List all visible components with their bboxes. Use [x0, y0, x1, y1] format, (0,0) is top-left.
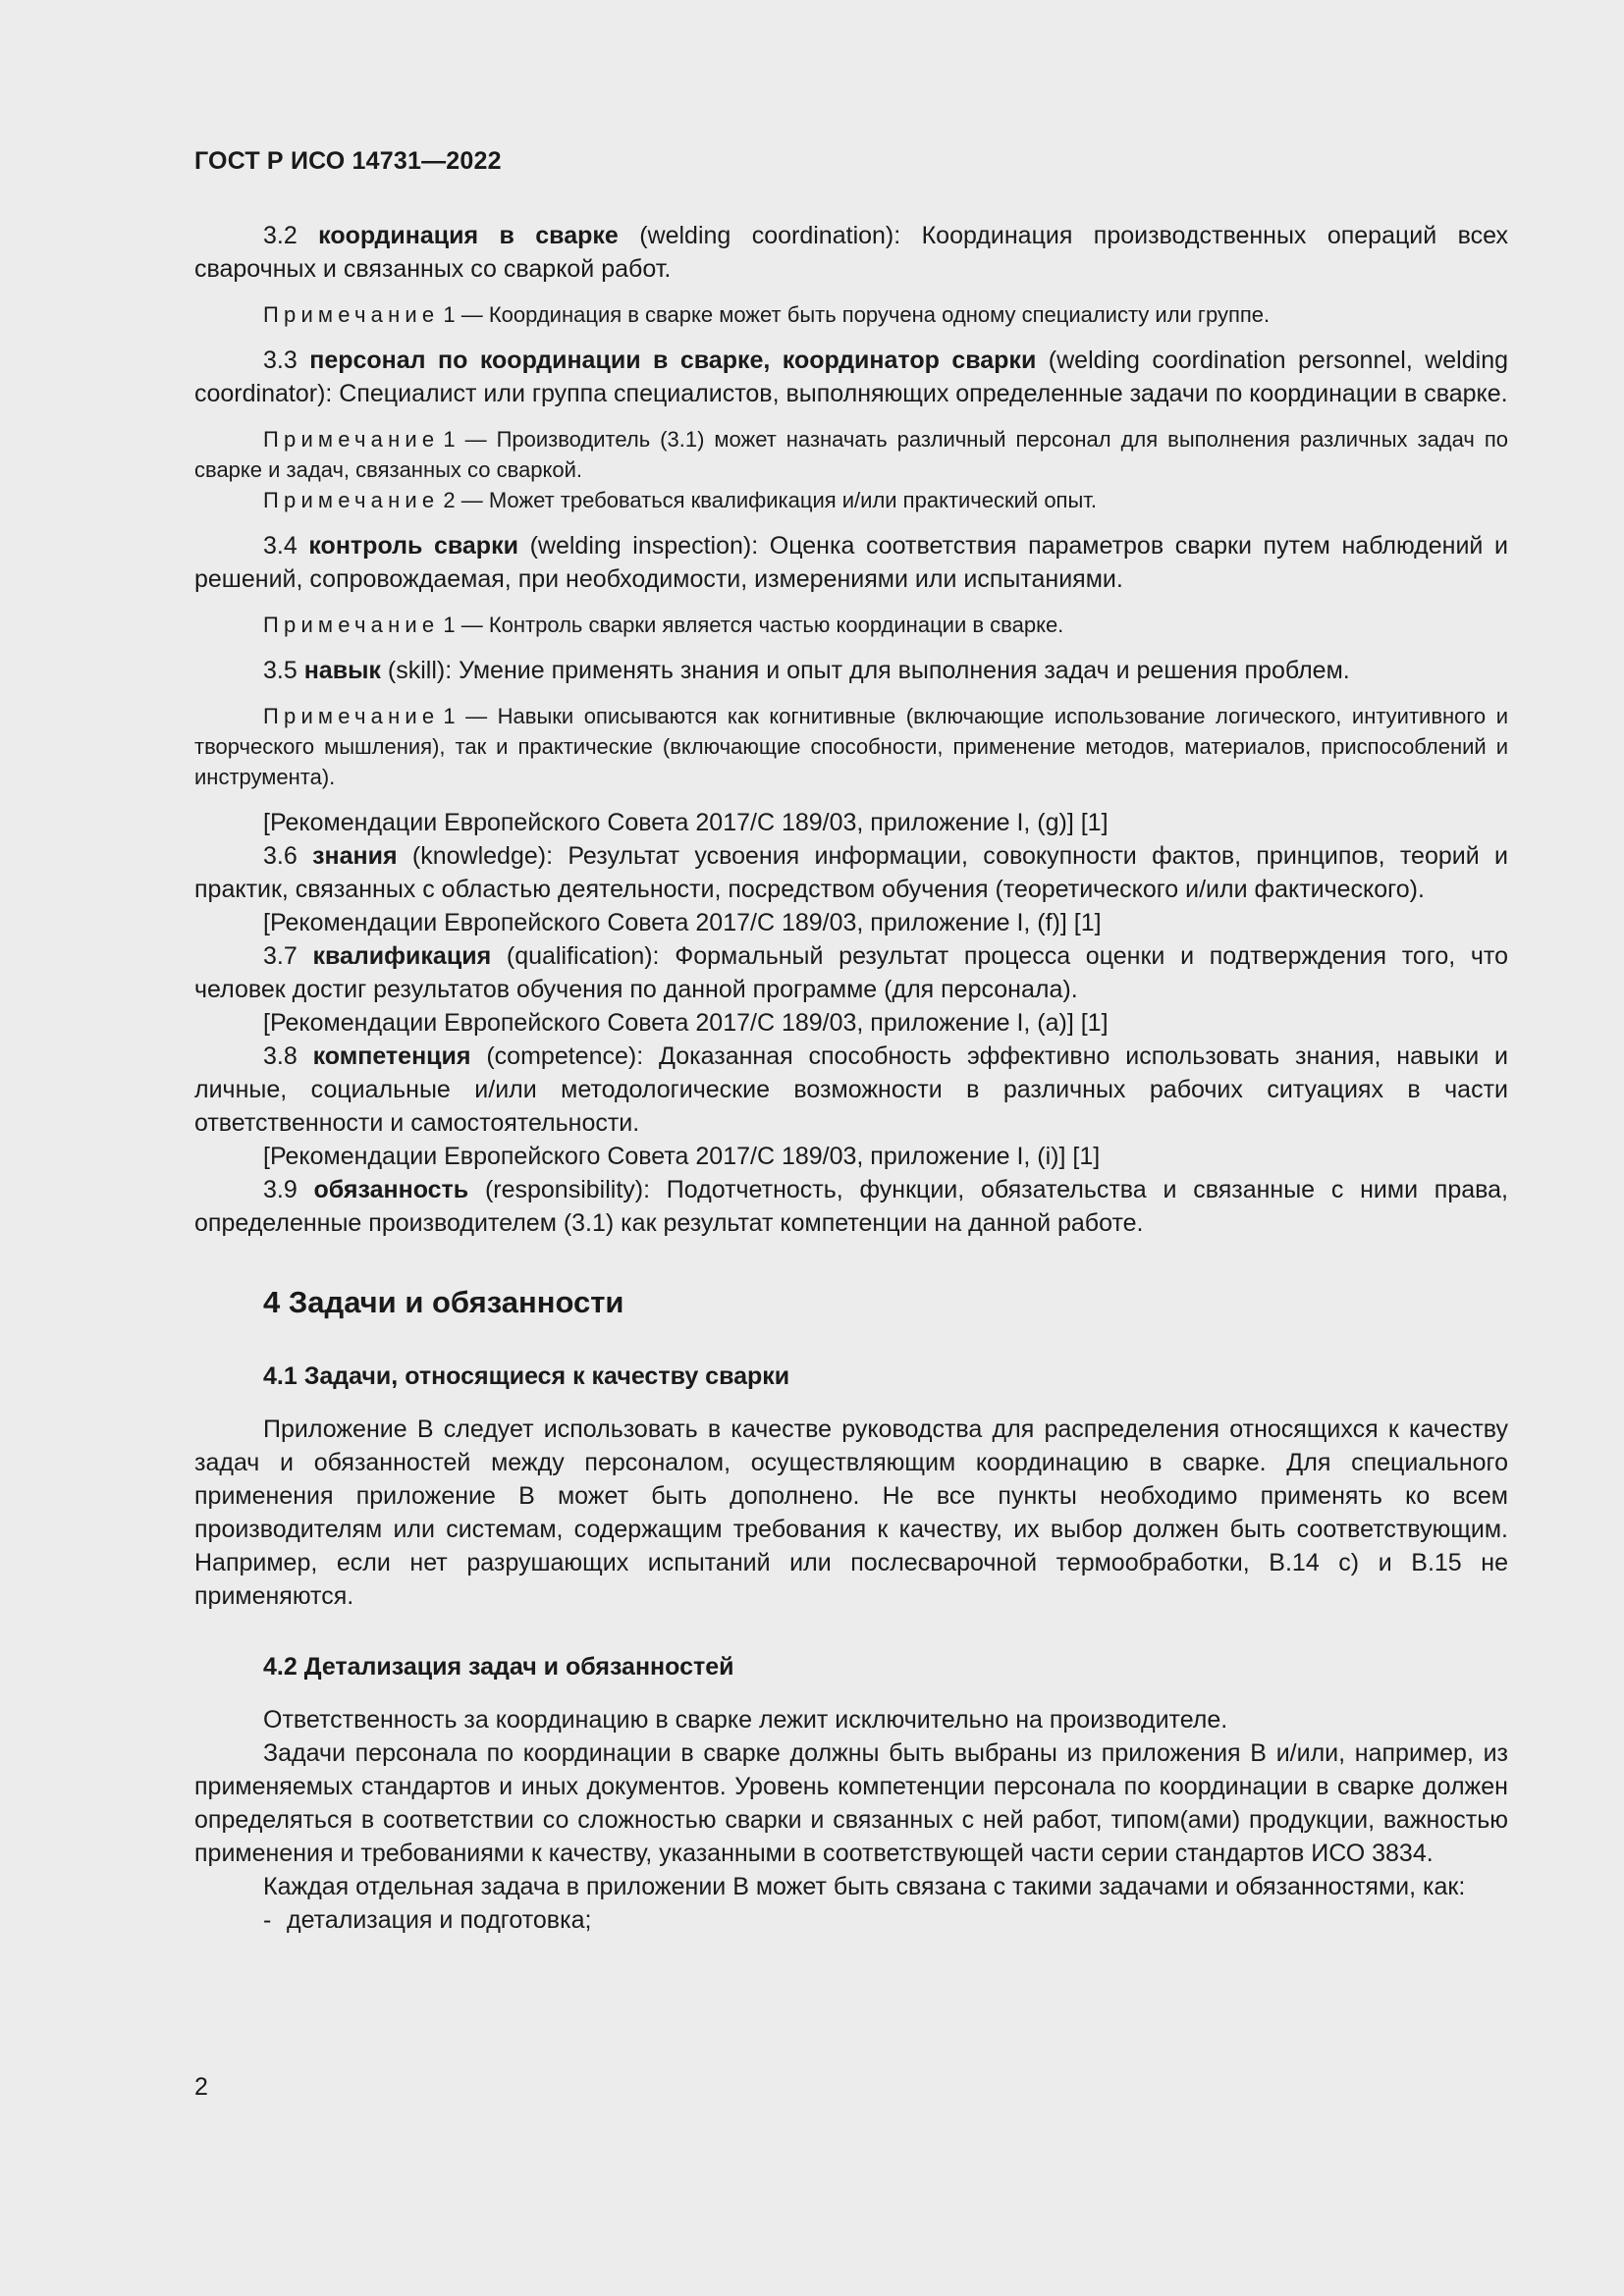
term-definition: (welding inspection): Оценка соответствия параметров сварки путем наблюдений и решений, сопровождаемая, при необходимости, измерениями или испытаниями.: [194, 532, 1508, 593]
note-label: Примечание: [263, 302, 440, 327]
note-text: — Координация в сварке может быть поручена одному специалисту или группе.: [455, 302, 1271, 327]
term-definition: (knowledge): Результат усвоения информации, совокупности фактов, принципов, теорий и практик, связанных с областью деятельности, посредством обучения (теоретического и/или фактического).: [194, 842, 1508, 903]
term-3-6: [194, 839, 1508, 906]
section-4-1-title: 4.1 Задачи, относящиеся к качеству сварки: [263, 1362, 790, 1390]
note-number: 1: [443, 704, 456, 728]
term-number: 3.3: [263, 347, 310, 374]
list-item-text: детализация и подготовка;: [287, 1906, 592, 1934]
section-4-1-paragraph: Приложение В следует использовать в качестве руководства для распределения относящихся к качеству задач и обязанностей между персоналом, осуществляющим координацию в сварке. Для специального применения приложение В может быть дополнено. Не все пункты необходимо применять ко всем производителям или системам, содержащим требования к качеству, их выбор должен быть соответствующим. Например, если нет разрушающих испытаний или послесварочной термообработки, В.14 с) и В.15 не применяются.: [194, 1415, 1508, 1610]
term-number: 3.4: [263, 532, 309, 560]
term-number: 3.2: [263, 222, 319, 249]
term-definition: (competence): Доказанная способность эффективно использовать знания, навыки и личные, социальные и/или методологические возможности в различных рабочих ситуациях в части ответственности и самостоятельности.: [194, 1042, 1508, 1137]
note-text: — Производитель (3.1) может назначать различный персонал для выполнения различных задач по сварке и задач, связанных со сваркой.: [194, 427, 1508, 482]
note-3-5-1: [194, 701, 1508, 792]
term-definition: (responsibility): Подотчетность, функции, обязательства и связанные с ними права, определенные производителем (3.1) как результат компетенции на данной работе.: [194, 1176, 1509, 1237]
term-number: 3.7: [263, 942, 313, 970]
section-4-2-paragraph-1: Ответственность за координацию в сварке лежит исключительно на производителе.: [263, 1706, 1228, 1734]
section-4-title: 4 Задачи и обязанности: [263, 1285, 624, 1319]
term-definition: (qualification): Формальный результат процесса оценки и подтверждения того, что человек достиг результатов обучения по данной программе (для персонала).: [194, 942, 1509, 1003]
section-4-2-paragraph-3: Каждая отдельная задача в приложении В может быть связана с такими задачами и обязанностями, как:: [263, 1873, 1466, 1900]
note-number: 1: [443, 302, 456, 327]
reference-i: [Рекомендации Европейского Совета 2017/C 189/03, приложение I, (i)] [1]: [263, 1143, 1101, 1170]
reference-a: [Рекомендации Европейского Совета 2017/C 189/03, приложение I, (a)] [1]: [263, 1009, 1109, 1037]
term-number: 3.9: [263, 1176, 314, 1203]
document-header: ГОСТ Р ИСО 14731—2022: [194, 147, 502, 175]
term-name: навык: [303, 657, 381, 684]
term-name: контроль сварки: [308, 532, 518, 560]
note-number: 1: [443, 427, 456, 452]
term-3-2: [194, 219, 1508, 286]
term-3-3: [194, 344, 1508, 410]
note-label: Примечание: [263, 613, 440, 637]
term-number: 3.5: [263, 657, 304, 684]
note-3-3-2: [194, 485, 1508, 515]
term-name: обязанность: [313, 1176, 469, 1203]
note-text: — Навыки описываются как когнитивные (включающие использование логического, интуитивного и творческого мышления), так и практические (включающие способности, применение методов, материалов, приспособлений и инструмента).: [194, 704, 1508, 789]
section-4-2-paragraph-2: Задачи персонала по координации в сварке должны быть выбраны из приложения В и/или, например, из применяемых стандартов и иных документов. Уровень компетенции персонала по координации в сварке должен определяться в соответствии со сложностью сварки и связанных с ней работ, типом(ами) продукции, важностью применения и требованиями к качеству, указанными в соответствующей части серии стандартов ИСО 3834.: [194, 1739, 1508, 1867]
reference-f: [Рекомендации Европейского Совета 2017/C 189/03, приложение I, (f)] [1]: [263, 909, 1102, 936]
term-number: 3.8: [263, 1042, 313, 1070]
term-number: 3.6: [263, 842, 313, 870]
note-number: 2: [443, 488, 456, 512]
term-name: персонал по координации в сварке, координатор сварки: [309, 347, 1037, 374]
note-number: 1: [443, 613, 456, 637]
term-name: координация в сварке: [318, 222, 619, 249]
page-number: 2: [194, 2073, 208, 2101]
term-3-9: [194, 1173, 1508, 1240]
page-content: [194, 147, 1508, 1937]
note-label: Примечание: [263, 488, 440, 512]
term-name: компетенция: [312, 1042, 471, 1070]
note-3-4-1: [194, 610, 1508, 640]
term-3-5: [194, 654, 1508, 687]
note-text: — Может требоваться квалификация и/или практический опыт.: [455, 488, 1098, 512]
note-text: — Контроль сварки является частью координации в сварке.: [455, 613, 1064, 637]
term-3-8: [194, 1040, 1508, 1140]
note-3-2-1: [194, 299, 1508, 330]
list-dash: -: [263, 1906, 272, 1934]
note-label: Примечание: [263, 427, 440, 452]
list-item: [194, 1903, 1508, 1937]
term-3-4: [194, 529, 1508, 596]
term-name: квалификация: [312, 942, 492, 970]
reference-g: [Рекомендации Европейского Совета 2017/C 189/03, приложение I, (g)] [1]: [263, 809, 1109, 836]
term-3-7: [194, 939, 1508, 1006]
term-definition: (welding coordination): Координация производственных операций всех сварочных и связанных со сваркой работ.: [194, 222, 1508, 283]
section-4-2-title: 4.2 Детализация задач и обязанностей: [263, 1653, 734, 1681]
term-definition: (welding coordination personnel, welding coordinator): Специалист или группа специалистов, выполняющих определенные задачи по координации в сварке.: [194, 347, 1508, 407]
term-name: знания: [312, 842, 398, 870]
note-label: Примечание: [263, 704, 440, 728]
note-3-3-1: [194, 424, 1508, 485]
term-definition: (skill): Умение применять знания и опыт для выполнения задач и решения проблем.: [380, 657, 1350, 684]
